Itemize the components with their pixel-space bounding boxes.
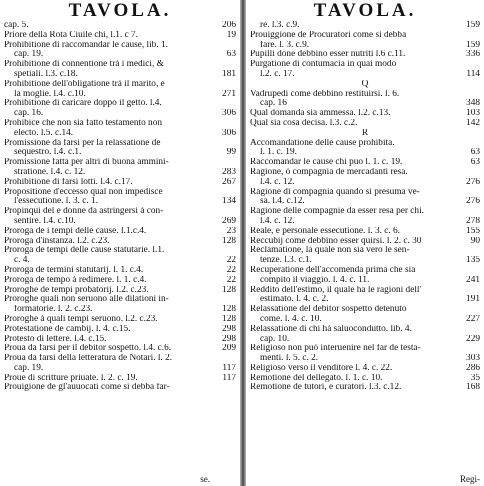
- index-entry: [4, 158, 236, 168]
- entry-text: electo. l.5. c.14.: [14, 128, 74, 138]
- index-entry: [4, 139, 236, 149]
- index-entry: [4, 41, 236, 51]
- entry-text: Prouigione de gl'auuocati come si debba far-: [4, 383, 170, 393]
- index-entry: [4, 129, 236, 139]
- index-entry: [250, 50, 480, 60]
- entry-page-number: 63: [470, 158, 480, 168]
- index-entry: [4, 188, 236, 198]
- entry-text: Relassatione di chi hà saluocondutto. lib. 4.: [250, 324, 412, 334]
- entry-text: l'essecutione. l. 3. c. 1.: [14, 197, 99, 207]
- entry-page-number: 209: [222, 344, 236, 354]
- index-entry: [250, 246, 480, 256]
- entry-page-number: 117: [222, 373, 236, 383]
- index-entry: [250, 217, 480, 227]
- entry-page-number: 128: [222, 285, 236, 295]
- entry-text: Religioso non può interuenire nel far de testa-: [250, 344, 421, 354]
- entry-page-number: 103: [466, 109, 480, 119]
- index-entry: [250, 197, 480, 207]
- index-entry: [4, 168, 236, 178]
- entry-text: Proroga de termini statutarij. l. 1. c.4.: [4, 265, 144, 275]
- entry-page-number: 23: [226, 226, 236, 236]
- left-catchword: se.: [200, 474, 210, 484]
- entry-page-number: 63: [470, 148, 480, 158]
- entry-text: Reclamatione, la quale non sia vero le sen-: [250, 246, 410, 256]
- entry-page-number: 306: [222, 128, 236, 138]
- entry-page-number: 168: [466, 383, 480, 393]
- entry-page-number: 181: [222, 69, 236, 79]
- entry-text: Prouiggione de Procuratori come si debba: [250, 30, 407, 40]
- index-entry: [4, 227, 236, 237]
- index-entry: [250, 207, 480, 217]
- entry-page-number: 159: [466, 21, 480, 30]
- entry-page-number: 306: [222, 109, 236, 119]
- entry-text: l.4. c. 12.: [260, 216, 295, 226]
- entry-page-number: 22: [226, 275, 236, 285]
- entry-text: Relassatione del debitor sospetto detenuto: [250, 305, 407, 315]
- entry-text: Ragione di compagnia quando si presuma ve-: [250, 187, 420, 197]
- entry-text: estimato. l. 4. c. 2.: [260, 295, 329, 305]
- entry-text: Prohibitione dell'obligatione trà il marito, e: [4, 79, 165, 89]
- entry-text: Propositione d'eccesso qual non impedisce: [4, 187, 163, 197]
- index-entry: [4, 325, 236, 335]
- entry-text: Protestatione de cambij. l. 4. c.15.: [4, 324, 131, 334]
- entry-text: Priore della Rota Ciuile chi, l.1. c 7.: [4, 30, 139, 40]
- entry-page-number: 19: [226, 30, 236, 40]
- entry-page-number: 128: [222, 236, 236, 246]
- entry-page-number: 241: [466, 275, 480, 285]
- right-catchword: Regi-: [460, 474, 480, 484]
- entry-text: Proroghe quali non seruono alle dilationi in-: [4, 295, 169, 305]
- section-letter-q: Q: [361, 79, 369, 89]
- index-entry: [250, 286, 480, 296]
- entry-text: Accomandatione delle cause prohibita.: [250, 138, 395, 148]
- entry-text: Prohibitione di connentione trà i medici, &: [4, 60, 164, 70]
- index-entry: [250, 256, 480, 266]
- entry-text: Proroga d'instanza. l.2. c.23.: [4, 236, 110, 246]
- entry-page-number: 298: [222, 324, 236, 334]
- entry-text: la moglie. l.4. c.10.: [14, 89, 86, 99]
- entry-text: l. 1. c. 19.: [260, 148, 297, 158]
- entry-text: Reccubij come debbino esser quirsi. l. 2. c. 30: [250, 236, 422, 246]
- index-entry: [4, 256, 236, 266]
- index-entry: [4, 99, 236, 109]
- entry-text: Proroga de i tempi delle cause. l.1.c.4.: [4, 226, 147, 236]
- index-entry: [250, 158, 480, 168]
- entry-text: Purgatione di contumacia in quai modo: [250, 60, 397, 70]
- entry-text: Recuperatione dell'accomenda prima che sia: [250, 265, 416, 275]
- index-entry: [4, 70, 236, 80]
- entry-page-number: 128: [222, 305, 236, 315]
- index-entry: [4, 335, 236, 345]
- index-entry: [4, 383, 236, 393]
- index-entry: [4, 178, 236, 188]
- index-entry: [250, 374, 480, 384]
- entry-page-number: 276: [466, 177, 480, 187]
- index-entry: [250, 90, 480, 100]
- entry-text: Ragione delle compagnie da esser resa per chi.: [250, 207, 424, 217]
- entry-text: c. 4.: [14, 256, 30, 266]
- index-entry: [250, 139, 480, 149]
- entry-text: Proua da farsi per il debitor sospetto. l.4. c.6.: [4, 344, 172, 354]
- entry-text: Ragione, ò compagnia de mercadanti resa.: [250, 167, 408, 177]
- entry-text: sequestro. l.4. c.1.: [14, 148, 82, 158]
- entry-text: Religioso verso il venditore l. 4. c. 22.: [250, 363, 393, 373]
- index-entry: [4, 80, 236, 90]
- entry-text: Proua da farsi della letteratura de Notari. l. 2.: [4, 354, 173, 364]
- entry-text: sentire. l.4. c.10.: [14, 216, 76, 226]
- index-entry: [4, 90, 236, 100]
- index-entry: [4, 237, 236, 247]
- index-entry: [250, 354, 480, 364]
- entry-text: Proroghe à quali tempi seruono. l.2. c.23.: [4, 314, 158, 324]
- index-entry: [250, 315, 480, 325]
- entry-text: tenze. l.3. c.1.: [260, 256, 312, 266]
- entry-text: menti. l. 5. c. 2.: [260, 354, 319, 364]
- index-entry: [4, 50, 236, 60]
- entry-text: Protesto di lettere. l.4. c.15.: [4, 334, 107, 344]
- left-page-title: TAVOLA.: [68, 0, 172, 21]
- entry-text: Promissione da farsi per la relassatione de: [4, 138, 161, 148]
- index-entry: [250, 41, 480, 51]
- entry-page-number: 22: [226, 265, 236, 275]
- section-letter-r: R: [361, 128, 369, 138]
- entry-text: cap. 16.: [14, 109, 44, 119]
- entry-page-number: 278: [466, 216, 480, 226]
- index-entry: [4, 364, 236, 374]
- entry-page-number: 271: [222, 89, 236, 99]
- entry-page-number: 283: [222, 167, 236, 177]
- index-entry: [250, 344, 480, 354]
- index-entry: [4, 344, 236, 354]
- index-entry: [4, 305, 236, 315]
- entry-text: Qual sia cosa decisa. l.3. c.2.: [250, 118, 358, 128]
- entry-text: cap. 19.: [14, 50, 44, 60]
- entry-text: Prohibitione di farsi lotti. l.4. c.17.: [4, 177, 133, 187]
- right-index-list: [250, 21, 480, 393]
- entry-text: spetiali. l.3. c.18.: [14, 69, 78, 79]
- entry-text: come. l. 4. c. 10.: [260, 314, 322, 324]
- entry-text: Proroga de tempi delle cause statutarie. l.1.: [4, 246, 165, 256]
- entry-text: Proue di scritture priuate. l. 2. c. 19.: [4, 373, 138, 383]
- entry-text: Proroga de tempo à redimere. l. 1. c.4.: [4, 275, 147, 285]
- entry-page-number: 206: [222, 21, 236, 30]
- right-page: [246, 0, 484, 486]
- index-entry: [250, 109, 480, 119]
- index-entry: [250, 99, 480, 109]
- index-entry: [250, 148, 480, 158]
- index-entry: [250, 237, 480, 247]
- entry-page-number: 114: [466, 69, 480, 79]
- index-entry: [4, 246, 236, 256]
- entry-text: sa. l.4. c.12.: [260, 197, 305, 207]
- index-entry: [4, 374, 236, 384]
- entry-text: l.2. c. 17.: [260, 69, 295, 79]
- entry-text: Prohibice che non sia fatto testamento non: [4, 118, 163, 128]
- index-entry: [250, 383, 480, 393]
- entry-page-number: 142: [466, 118, 480, 128]
- index-entry: [4, 31, 236, 41]
- index-entry: [250, 227, 480, 237]
- index-entry: [250, 119, 480, 129]
- entry-text: Reddito dell'estimo, il quale ha le ragioni dell': [250, 285, 422, 295]
- index-entry: [250, 188, 480, 198]
- left-index-list: [4, 21, 236, 393]
- entry-page-number: 135: [466, 256, 480, 266]
- entry-page-number: 303: [466, 354, 480, 364]
- entry-page-number: 134: [222, 197, 236, 207]
- index-entry: [250, 325, 480, 335]
- entry-text: Vadrupedi come debbino restituirsi. l. 6.: [250, 89, 400, 99]
- index-entry: [250, 70, 480, 80]
- index-entry: [250, 276, 480, 286]
- entry-text: cap. 10.: [260, 334, 290, 344]
- entry-page-number: 99: [226, 148, 236, 158]
- entry-text: cap. 5.: [4, 21, 29, 30]
- entry-page-number: 286: [466, 363, 480, 373]
- entry-page-number: 22: [226, 256, 236, 266]
- entry-text: Pupilli done debbino esser nutriti l.6 c.11.: [250, 50, 406, 60]
- index-entry: [4, 148, 236, 158]
- index-entry: [4, 217, 236, 227]
- index-entry: [250, 21, 480, 31]
- entry-text: formatorie. l. 2. c.23.: [14, 305, 93, 315]
- index-entry: [4, 276, 236, 286]
- entry-page-number: 269: [222, 216, 236, 226]
- entry-text: Promissione fatta per altri di buona ammini-: [4, 158, 169, 168]
- entry-text: Proroghe de tempi probatorij. l.2. c.23.: [4, 285, 149, 295]
- entry-page-number: 63: [226, 50, 236, 60]
- entry-page-number: 159: [466, 40, 480, 50]
- entry-text: Reale, e personale essecutione. l. 3. c. 6.: [250, 226, 400, 236]
- index-entry: [4, 266, 236, 276]
- entry-page-number: 35: [470, 373, 480, 383]
- entry-page-number: 348: [466, 99, 480, 109]
- index-entry: [4, 315, 236, 325]
- entry-text: Qual domanda sia ammessa. l.2. c.13.: [250, 109, 391, 119]
- entry-page-number: 298: [222, 334, 236, 344]
- entry-page-number: 155: [466, 226, 480, 236]
- entry-page-number: 336: [466, 50, 480, 60]
- entry-text: stratione. l.4. c. 12.: [14, 167, 86, 177]
- index-entry: [4, 286, 236, 296]
- index-entry: [250, 335, 480, 345]
- index-entry: [4, 109, 236, 119]
- entry-text: Remotione de tutori, e curatori. l.3. c.12.: [250, 383, 402, 393]
- right-page-title: TAVOLA.: [313, 0, 417, 21]
- index-entry: [4, 207, 236, 217]
- index-entry: [4, 295, 236, 305]
- entry-text: fare. l. 3. c.9.: [260, 40, 310, 50]
- entry-page-number: 90: [470, 236, 480, 246]
- entry-text: re. l.3. c.9.: [260, 21, 300, 30]
- index-entry: [250, 266, 480, 276]
- index-entry: [250, 168, 480, 178]
- index-entry: [250, 305, 480, 315]
- entry-text: Remotione del dellegato. l. 1. c. 10.: [250, 373, 383, 383]
- index-entry: [4, 197, 236, 207]
- entry-page-number: 267: [222, 177, 236, 187]
- index-entry: [4, 119, 236, 129]
- left-page: [0, 0, 240, 486]
- index-entry: [250, 364, 480, 374]
- entry-text: Prohibitione di caricare doppo il getto. l.4.: [4, 99, 162, 109]
- entry-page-number: 191: [466, 295, 480, 305]
- entry-page-number: 276: [466, 197, 480, 207]
- index-entry: [250, 295, 480, 305]
- entry-page-number: 117: [222, 363, 236, 373]
- index-entry: [250, 31, 480, 41]
- entry-text: cap. 19.: [14, 363, 44, 373]
- entry-text: Propinqui del e donne da astringersi à con-: [4, 207, 164, 217]
- entry-text: Raccomandar le cause chi puo l. 1. c. 19.: [250, 158, 403, 168]
- entry-text: compito il viaggio. l. 4. c. 11.: [260, 275, 370, 285]
- entry-page-number: 229: [466, 334, 480, 344]
- entry-text: l.4. c. 12.: [260, 177, 295, 187]
- index-entry: [4, 21, 236, 31]
- entry-page-number: 128: [222, 314, 236, 324]
- entry-text: Prohibitione di raccomandar le cause, lib. 1.: [4, 40, 168, 50]
- entry-page-number: 227: [466, 314, 480, 324]
- index-entry: [250, 178, 480, 188]
- index-entry: [4, 60, 236, 70]
- index-entry: [250, 60, 480, 70]
- index-entry: [4, 354, 236, 364]
- entry-text: cap. 16: [260, 99, 287, 109]
